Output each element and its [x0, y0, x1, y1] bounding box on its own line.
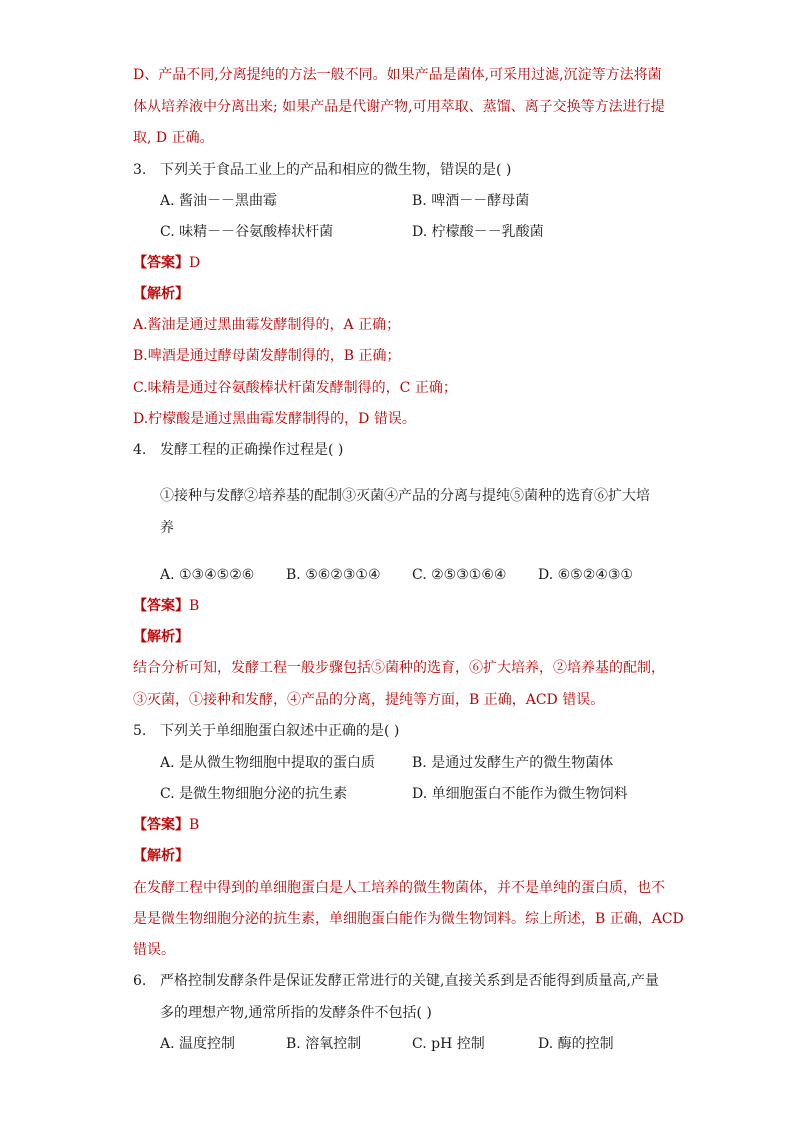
question-5-analysis-line-1: 在发酵工程中得到的单细胞蛋白是人工培养的微生物菌体，并不是单纯的蛋白质，也不: [133, 880, 665, 896]
answer-value: B: [189, 817, 200, 833]
question-6-option-d: D. 酶的控制: [538, 1036, 614, 1052]
question-5-number: 5.: [133, 723, 147, 739]
question-5-option-b: B. 是通过发酵生产的微生物菌体: [412, 755, 614, 771]
question-4-analysis-label: 【解析】: [133, 629, 189, 645]
question-4-option-d: D. ⑥⑤②④③①: [538, 567, 633, 583]
question-5-analysis-line-2: 是是微生物细胞分泌的抗生素，单细胞蛋白能作为微生物饲料。综上所述，B 正确，ACD: [133, 911, 684, 927]
question-3-analysis-line-4: D.柠檬酸是通过黑曲霉发酵制得的，D 错误。: [133, 411, 416, 427]
question-3-stem: 下列关于食品工业上的产品和相应的微生物，错误的是( ): [160, 162, 512, 178]
question-3-analysis-line-1: A.酱油是通过黑曲霉发酵制得的，A 正确；: [133, 317, 401, 333]
question-6-number: 6.: [133, 973, 147, 989]
question-4-number: 4.: [133, 442, 147, 458]
question-6-option-c: C. pH 控制: [412, 1036, 485, 1052]
question-4-steps-line-2: 养: [160, 520, 174, 536]
question-5-option-c: C. 是微生物细胞分泌的抗生素: [160, 786, 348, 802]
question-4-option-b: B. ⑤⑥②③①④: [286, 567, 381, 583]
question-6-stem-line-1: 严格控制发酵条件是保证发酵正常进行的关键,直接关系到是否能得到质量高,产量: [160, 973, 659, 989]
question-3-option-a: A. 酱油－－黑曲霉: [160, 193, 278, 209]
question-4-analysis-line-1: 结合分析可知，发酵工程一般步骤包括⑤菌种的选育，⑥扩大培养，②培养基的配制，: [133, 660, 665, 676]
question-5-analysis-line-3: 错误。: [133, 942, 175, 958]
answer-label: 【答案】: [133, 255, 189, 271]
question-6-stem-line-2: 多的理想产物,通常所指的发酵条件不包括( ): [160, 1005, 432, 1021]
question-3-analysis-label: 【解析】: [133, 286, 189, 302]
question-3-number: 3.: [133, 162, 147, 178]
prev-analysis-line-3: 取, D 正确。: [133, 130, 214, 146]
answer-label: 【答案】: [133, 598, 189, 614]
prev-analysis-line-1: D、产品不同,分离提纯的方法一般不同。如果产品是菌体,可采用过滤,沉淀等方法将菌: [133, 67, 662, 83]
question-5-option-a: A. 是从微生物细胞中提取的蛋白质: [160, 755, 376, 771]
question-5-answer: [133, 815, 199, 835]
question-5-option-d: D. 单细胞蛋白不能作为微生物饲料: [412, 786, 628, 802]
question-3-analysis-line-3: C.味精是通过谷氨酸棒状杆菌发酵制得的，C 正确；: [133, 380, 457, 396]
question-6-option-a: A. 温度控制: [160, 1036, 236, 1052]
question-4-stem: 发酵工程的正确操作过程是( ): [160, 442, 344, 458]
question-6-option-b: B. 溶氧控制: [286, 1036, 362, 1052]
question-4-option-a: A. ①③④⑤②⑥: [160, 567, 255, 583]
answer-value: D: [189, 255, 201, 271]
question-3-option-c: C. 味精－－谷氨酸棒状杆菌: [160, 224, 334, 240]
question-3-option-d: D. 柠檬酸－－乳酸菌: [412, 224, 544, 240]
prev-analysis-line-2: 体从培养液中分离出来; 如果产品是代谢产物,可用萃取、蒸馏、离子交换等方法进行提: [133, 99, 665, 115]
question-5-stem: 下列关于单细胞蛋白叙述中正确的是( ): [160, 723, 400, 739]
question-3-analysis-line-2: B.啤酒是通过酵母菌发酵制得的，B 正确；: [133, 348, 401, 364]
question-5-analysis-label: 【解析】: [133, 848, 189, 864]
question-4-answer: [133, 596, 199, 616]
answer-value: B: [189, 598, 200, 614]
question-3-answer: [133, 253, 200, 273]
question-3-option-b: B. 啤酒－－酵母菌: [412, 193, 530, 209]
question-4-option-c: C. ②⑤③①⑥④: [412, 567, 507, 583]
answer-label: 【答案】: [133, 817, 189, 833]
question-4-analysis-line-2: ③灭菌，①接种和发酵，④产品的分离，提纯等方面，B 正确，ACD 错误。: [133, 692, 605, 708]
question-4-steps-line-1: ①接种与发酵②培养基的配制③灭菌④产品的分离与提纯⑤菌种的选育⑥扩大培: [160, 488, 650, 504]
